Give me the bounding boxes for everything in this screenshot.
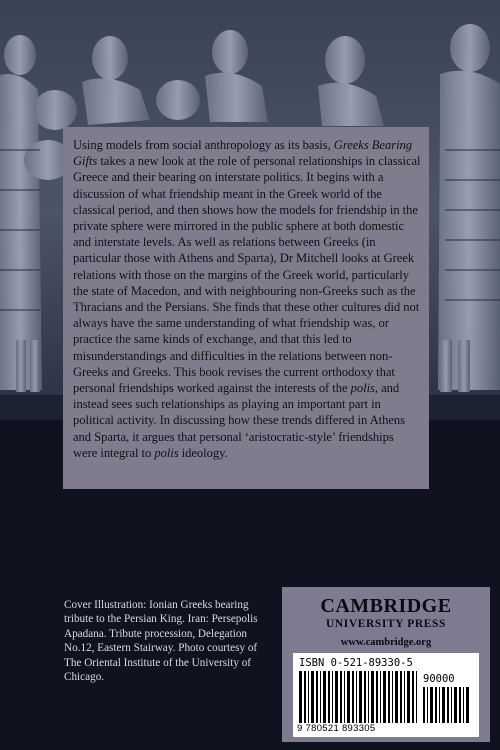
publisher-subtitle: UNIVERSITY PRESS [325,618,447,630]
polis-italic: polis [350,381,375,396]
blurb-part: takes a new look at the role of personal relationships in classical Greece and their bearing on interstate politics. It begins with a discussion of what friendship meant in the Greek world of the classical period, and then shows how the models for friendship in the private sphere were mirrored in the public sphere at both domestic and interstate levels. As well as relations between Greeks (in particular those with Athens and Sparta), Dr Mitchell looks at Greek relations with those on the margins of the Greek world, particularly the state of Macedon, and with neighbouring non-Greeks such as the Thracians and the Persians. She finds that these other cultures did not always have the same understanding of what friendship was, or practice the same kinds of exchange, and that this led to misunderstandings and difficulties in the relations between non-Greeks and Greeks. This book revises the current orthodoxy that personal friendships worked against the interests of the [73,154,421,396]
publisher-url: www.cambridge.org [340,637,432,648]
blurb-text [73,137,421,461]
book-title-italic: Greeks Bearing Gifts [73,138,413,169]
publisher-name: CAMBRIDGE [320,595,452,617]
blurb-box [63,127,429,489]
barcode-number: 9 780521 893305 [297,723,376,734]
polis-italic: polis [154,445,179,460]
blurb-part: ideology. [178,445,228,460]
barcode-icon [299,671,419,723]
publisher-box [282,587,490,742]
cover-illustration-credit: Cover Illustration: Ionian Greeks bearing tribute to the Persian King. Iran: Persepolis Apadana. Tribute procession, Delegation No.12, Eastern Stairway. Photo courtesy of The Oriental Institute of the University of Chicago. [64,599,258,684]
blurb-part: Using models from social anthropology as its basis, [73,138,334,152]
barcode-panel [293,653,479,737]
price-barcode-icon [423,687,473,723]
price-code: 90000 [423,673,455,685]
isbn-text: ISBN 0-521-89330-5 [299,657,413,669]
blurb-part: , and instead sees such relationships as playing an important part in political activity. In discussing how these trends differed in Athens and Sparta, it argues that personal ‘aristocratic-style’ friendships were integral to [73,381,405,460]
